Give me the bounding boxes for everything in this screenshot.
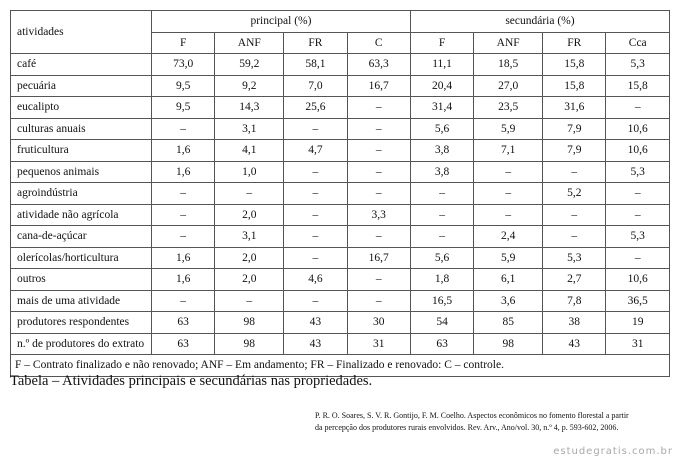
source-citation	[315, 410, 667, 434]
table-cell: 31,6	[543, 97, 606, 119]
table-cell: 15,8	[543, 54, 606, 76]
table-cell: 31,4	[410, 97, 473, 119]
table-row	[11, 247, 670, 269]
table-cell: –	[215, 183, 284, 205]
table-cell: 9,2	[215, 75, 284, 97]
table-row	[11, 226, 670, 248]
table-cell: 63	[152, 312, 215, 334]
table-cell: 43	[284, 312, 347, 334]
table-cell: 3,8	[410, 140, 473, 162]
table-cell: –	[215, 290, 284, 312]
table-cell: 5,3	[606, 54, 670, 76]
table-cell: 10,6	[606, 140, 670, 162]
table-cell: 5,9	[474, 118, 543, 140]
table-cell: –	[347, 183, 410, 205]
table-cell: 30	[347, 312, 410, 334]
table-cell: 10,6	[606, 269, 670, 291]
table-row	[11, 312, 670, 334]
secundaria-fr-header: FR	[543, 32, 606, 54]
table-cell: 25,6	[284, 97, 347, 119]
table-cell: 3,1	[215, 226, 284, 248]
table-cell: 5,3	[606, 161, 670, 183]
table-cell: 1,6	[152, 161, 215, 183]
table-cell: 10,6	[606, 118, 670, 140]
table-cell: 3,6	[474, 290, 543, 312]
secundaria-cca-header: Cca	[606, 32, 670, 54]
table-cell: 18,5	[474, 54, 543, 76]
table-cell: –	[152, 118, 215, 140]
secundaria-anf-header: ANF	[474, 32, 543, 54]
table-cell: 4,7	[284, 140, 347, 162]
row-label: produtores respondentes	[11, 312, 152, 334]
table-cell: 14,3	[215, 97, 284, 119]
table-cell: –	[474, 204, 543, 226]
table-cell: –	[347, 97, 410, 119]
table-cell: 20,4	[410, 75, 473, 97]
table-cell: –	[543, 226, 606, 248]
table-caption: Tabela – Atividades principais e secundárias nas propriedades.	[10, 373, 373, 389]
table-cell: 3,8	[410, 161, 473, 183]
table-cell: –	[284, 290, 347, 312]
table-cell: 5,6	[410, 118, 473, 140]
table-cell: –	[474, 161, 543, 183]
table-cell: 7,1	[474, 140, 543, 162]
table-cell: 15,8	[606, 75, 670, 97]
table-cell: 11,1	[410, 54, 473, 76]
watermark: estudegratis.com.br	[553, 446, 673, 457]
activities-column-header: atividades	[11, 11, 152, 54]
table-cell: –	[347, 269, 410, 291]
table-cell: 16,7	[347, 75, 410, 97]
table-cell: –	[606, 97, 670, 119]
table-cell: 5,3	[606, 226, 670, 248]
row-label: fruticultura	[11, 140, 152, 162]
table-cell: 2,7	[543, 269, 606, 291]
table-cell: 58,1	[284, 54, 347, 76]
table-cell: 5,9	[474, 247, 543, 269]
table-cell: 31	[606, 333, 670, 355]
table-cell: 4,6	[284, 269, 347, 291]
table-cell: 59,2	[215, 54, 284, 76]
table-cell: –	[284, 204, 347, 226]
secundaria-group-header: secundária (%)	[410, 11, 669, 33]
row-label: outros	[11, 269, 152, 291]
table-cell: 63	[152, 333, 215, 355]
table-cell: 7,9	[543, 118, 606, 140]
table-cell: 7,9	[543, 140, 606, 162]
table-cell: 63	[410, 333, 473, 355]
principal-f-header: F	[152, 32, 215, 54]
row-label: pequenos animais	[11, 161, 152, 183]
row-label: culturas anuais	[11, 118, 152, 140]
table-cell: 15,8	[543, 75, 606, 97]
table-cell: 5,3	[543, 247, 606, 269]
table-cell: 5,6	[410, 247, 473, 269]
table-cell: 43	[543, 333, 606, 355]
table-cell: –	[347, 226, 410, 248]
table-cell: 1,0	[215, 161, 284, 183]
table-cell: –	[284, 226, 347, 248]
table-cell: 16,5	[410, 290, 473, 312]
table-cell: –	[410, 226, 473, 248]
table-cell: –	[284, 118, 347, 140]
table-cell: –	[152, 204, 215, 226]
table-cell: –	[152, 290, 215, 312]
activities-table	[10, 10, 670, 377]
table-cell: 38	[543, 312, 606, 334]
table-cell: 9,5	[152, 97, 215, 119]
table-cell: –	[347, 140, 410, 162]
table-cell: 23,5	[474, 97, 543, 119]
row-label: n.º de produtores do extrato	[11, 333, 152, 355]
table-cell: 2,0	[215, 204, 284, 226]
table-cell: 6,1	[474, 269, 543, 291]
principal-anf-header: ANF	[215, 32, 284, 54]
table-cell: 7,0	[284, 75, 347, 97]
source-line: da percepção dos produtores rurais envolvidos. Rev. Arv., Ano/vol. 30, n.º 4, p. 593-602, 2006.	[315, 423, 619, 432]
table-row	[11, 333, 670, 355]
table-cell: –	[606, 204, 670, 226]
table-body	[11, 54, 670, 377]
table-row	[11, 183, 670, 205]
table-cell: 3,1	[215, 118, 284, 140]
row-label: eucalipto	[11, 97, 152, 119]
row-label: café	[11, 54, 152, 76]
table-cell: –	[152, 183, 215, 205]
table-cell: 1,6	[152, 140, 215, 162]
row-label: cana-de-açúcar	[11, 226, 152, 248]
table-cell: 5,2	[543, 183, 606, 205]
table-cell: 2,0	[215, 269, 284, 291]
table-cell: 19	[606, 312, 670, 334]
table-cell: –	[347, 290, 410, 312]
source-line: P. R. O. Soares, S. V. R. Gontijo, F. M. Coelho. Aspectos econômicos no fomento florestal a partir	[315, 411, 629, 420]
group-header-row	[11, 11, 670, 33]
table-cell: –	[347, 161, 410, 183]
principal-c-header: C	[347, 32, 410, 54]
table-cell: 54	[410, 312, 473, 334]
table-cell: 98	[215, 333, 284, 355]
table-cell: 98	[474, 333, 543, 355]
table-row	[11, 118, 670, 140]
table-cell: –	[410, 183, 473, 205]
row-label: pecuária	[11, 75, 152, 97]
table-cell: 1,8	[410, 269, 473, 291]
principal-fr-header: FR	[284, 32, 347, 54]
table-cell: 98	[215, 312, 284, 334]
table-cell: –	[284, 161, 347, 183]
table-cell: –	[606, 247, 670, 269]
table-cell: –	[474, 183, 543, 205]
table-cell: 7,8	[543, 290, 606, 312]
table-cell: –	[410, 204, 473, 226]
table-cell: –	[543, 161, 606, 183]
table-cell: 43	[284, 333, 347, 355]
table-row	[11, 290, 670, 312]
table-legend: F – Contrato finalizado e não renovado; ANF – Em andamento; FR – Finalizado e renovado: C – controle.	[11, 355, 670, 377]
table-row	[11, 97, 670, 119]
table-row	[11, 75, 670, 97]
table-row	[11, 54, 670, 76]
secundaria-f-header: F	[410, 32, 473, 54]
table-cell: 3,3	[347, 204, 410, 226]
row-label: olerícolas/horticultura	[11, 247, 152, 269]
table-cell: 36,5	[606, 290, 670, 312]
table-cell: 1,6	[152, 247, 215, 269]
table-cell: 63,3	[347, 54, 410, 76]
table-cell: –	[284, 247, 347, 269]
table-cell: –	[543, 204, 606, 226]
table-cell: 2,4	[474, 226, 543, 248]
table-cell: –	[284, 183, 347, 205]
table-row	[11, 140, 670, 162]
table-cell: –	[347, 118, 410, 140]
table-cell: 9,5	[152, 75, 215, 97]
row-label: atividade não agrícola	[11, 204, 152, 226]
table-cell: –	[152, 226, 215, 248]
table-cell: 85	[474, 312, 543, 334]
row-label: agroindústria	[11, 183, 152, 205]
table-row	[11, 204, 670, 226]
table-row	[11, 161, 670, 183]
principal-group-header: principal (%)	[152, 11, 411, 33]
table-cell: 4,1	[215, 140, 284, 162]
table-cell: 27,0	[474, 75, 543, 97]
table-cell: 73,0	[152, 54, 215, 76]
table-cell: 2,0	[215, 247, 284, 269]
table-cell: 1,6	[152, 269, 215, 291]
table-cell: –	[606, 183, 670, 205]
table-cell: 31	[347, 333, 410, 355]
row-label: mais de uma atividade	[11, 290, 152, 312]
table-row	[11, 269, 670, 291]
table-cell: 16,7	[347, 247, 410, 269]
